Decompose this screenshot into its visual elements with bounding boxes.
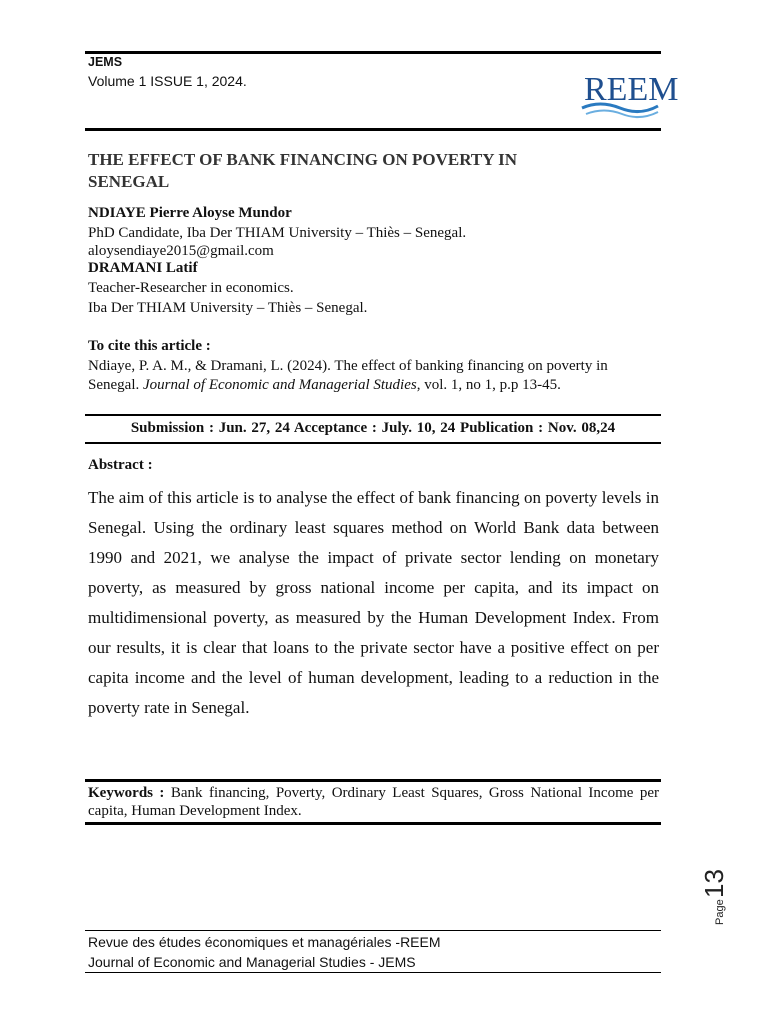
- author-2-affiliation: Iba Der THIAM University – Thiès – Senegal.: [88, 300, 368, 316]
- citation-journal: Journal of Economic and Managerial Studies: [142, 377, 417, 393]
- keywords-top-rule: [85, 779, 661, 782]
- reem-logo: [580, 64, 679, 122]
- footer-top-rule: [85, 930, 661, 931]
- keywords-label: Keywords :: [88, 785, 165, 801]
- page-number: [696, 855, 736, 930]
- page-label: Page: [714, 899, 726, 925]
- page-digits: 13: [699, 869, 729, 898]
- abstract-heading: Abstract :: [88, 457, 153, 473]
- footer-bottom-rule: [85, 972, 661, 973]
- title-line-2: SENEGAL: [88, 172, 170, 191]
- author-1-affiliation: PhD Candidate, Iba Der THIAM University – Thiès – Senegal.: [88, 225, 467, 241]
- submission-dates: Submission : Jun. 27, 24 Acceptance : July. 10, 24 Publication : Nov. 08,24: [130, 420, 616, 436]
- keywords-bottom-rule: [85, 822, 661, 825]
- logo-text: REEM: [584, 71, 679, 108]
- keywords-text: Bank financing, Poverty, Ordinary Least Squares, Gross National Income per capita, Human Development Index.: [88, 785, 659, 819]
- volume-issue: Volume 1 ISSUE 1, 2024.: [88, 73, 247, 89]
- dates-bottom-rule: [85, 442, 661, 444]
- dates-top-rule: [85, 414, 661, 416]
- footer-line-2: Journal of Economic and Managerial Studies - JEMS: [88, 954, 416, 970]
- abstract-body: The aim of this article is to analyse the effect of bank financing on poverty levels in Senegal. Using the ordinary least squares method on World Bank data between 1990 and 2021, we analyse the impact of private sector lending on monetary poverty, as measured by gross national income per capita, and its impact on multidimensional poverty, as measured by the Human Development Index. From our results, it is clear that loans to the private sector have a positive effect on per capita income and the level of human development, leading to a reduction in the poverty rate in Senegal.: [88, 488, 659, 717]
- header-bottom-rule: [85, 128, 661, 131]
- footer-line-1: Revue des études économiques et managériales -REEM: [88, 934, 441, 950]
- author-2-name: DRAMANI Latif: [88, 260, 198, 276]
- keywords: [88, 784, 659, 820]
- author-2-role: Teacher-Researcher in economics.: [88, 280, 294, 296]
- cite-heading: To cite this article :: [88, 338, 211, 354]
- header-top-rule: [85, 51, 661, 54]
- citation-text-end: , vol. 1, no 1, p.p 13-45.: [416, 377, 561, 393]
- title-line-1: THE EFFECT OF BANK FINANCING ON POVERTY IN: [88, 150, 518, 169]
- article-title: [88, 149, 658, 193]
- author-1-name: NDIAYE Pierre Aloyse Mundor: [88, 205, 292, 221]
- citation-text-start: Ndiaye, P. A. M., & Dramani, L. (2024). The effect of banking financing on poverty in Senegal.: [88, 358, 608, 393]
- citation: [88, 357, 660, 395]
- journal-abbrev: JEMS: [88, 55, 123, 69]
- author-1-email[interactable]: aloysendiaye2015@gmail.com: [88, 243, 274, 259]
